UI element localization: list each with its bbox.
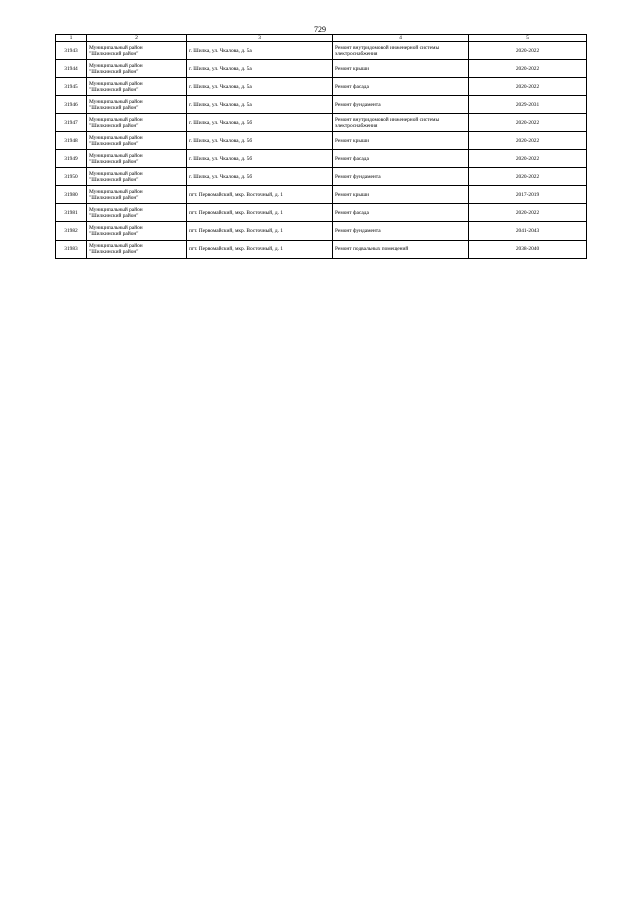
overhaul-registry-table: [55, 34, 587, 259]
period-cell: 2038-2040: [469, 240, 587, 258]
period-cell: 2020-2022: [469, 132, 587, 150]
district-cell: Муниципальный район "Шилкинский район": [87, 78, 187, 96]
period-cell: 2020-2022: [469, 60, 587, 78]
row-number-cell: 31947: [56, 114, 87, 132]
work-type-cell: Ремонт внутридомовой инженерной системы электроснабжения: [333, 114, 469, 132]
column-header: 5: [469, 35, 587, 42]
table-row: [56, 168, 587, 186]
district-cell: Муниципальный район "Шилкинский район": [87, 114, 187, 132]
table-row: [56, 240, 587, 258]
period-cell: 2020-2022: [469, 150, 587, 168]
work-type-cell: Ремонт фасада: [333, 78, 469, 96]
table-row: [56, 222, 587, 240]
row-number-cell: 31946: [56, 96, 87, 114]
address-cell: пгт. Первомайский, мкр. Восточный, д. 1: [187, 186, 333, 204]
address-cell: пгт. Первомайский, мкр. Восточный, д. 1: [187, 240, 333, 258]
period-cell: 2041-2043: [469, 222, 587, 240]
district-cell: Муниципальный район "Шилкинский район": [87, 222, 187, 240]
address-cell: пгт. Первомайский, мкр. Восточный, д. 1: [187, 222, 333, 240]
period-cell: 2029-2031: [469, 96, 587, 114]
table-row: [56, 60, 587, 78]
work-type-cell: Ремонт фасада: [333, 204, 469, 222]
work-type-cell: Ремонт фундамента: [333, 96, 469, 114]
column-header: 4: [333, 35, 469, 42]
table-row: [56, 42, 587, 60]
column-header: 1: [56, 35, 87, 42]
address-cell: г. Шилка, ул. Чкалова, д. 5а: [187, 42, 333, 60]
period-cell: 2020-2022: [469, 168, 587, 186]
district-cell: Муниципальный район "Шилкинский район": [87, 96, 187, 114]
district-cell: Муниципальный район "Шилкинский район": [87, 240, 187, 258]
period-cell: 2020-2022: [469, 114, 587, 132]
district-cell: Муниципальный район "Шилкинский район": [87, 60, 187, 78]
period-cell: 2020-2022: [469, 78, 587, 96]
work-type-cell: Ремонт крыши: [333, 132, 469, 150]
table-row: [56, 96, 587, 114]
district-cell: Муниципальный район "Шилкинский район": [87, 186, 187, 204]
address-cell: г. Шилка, ул. Чкалова, д. 5а: [187, 78, 333, 96]
table-header-row: [56, 35, 587, 42]
work-type-cell: Ремонт подвальных помещений: [333, 240, 469, 258]
table-row: [56, 204, 587, 222]
period-cell: 2017-2019: [469, 186, 587, 204]
table-row: [56, 186, 587, 204]
row-number-cell: 31982: [56, 222, 87, 240]
address-cell: г. Шилка, ул. Чкалова, д. 5б: [187, 114, 333, 132]
work-type-cell: Ремонт фасада: [333, 150, 469, 168]
table-body: [56, 42, 587, 259]
table-row: [56, 132, 587, 150]
address-cell: г. Шилка, ул. Чкалова, д. 5а: [187, 60, 333, 78]
row-number-cell: 31983: [56, 240, 87, 258]
table-row: [56, 78, 587, 96]
district-cell: Муниципальный район "Шилкинский район": [87, 42, 187, 60]
row-number-cell: 31948: [56, 132, 87, 150]
work-type-cell: Ремонт фундамента: [333, 222, 469, 240]
district-cell: Муниципальный район "Шилкинский район": [87, 204, 187, 222]
row-number-cell: 31981: [56, 204, 87, 222]
address-cell: пгт. Первомайский, мкр. Восточный, д. 1: [187, 204, 333, 222]
district-cell: Муниципальный район "Шилкинский район": [87, 132, 187, 150]
column-header: 2: [87, 35, 187, 42]
row-number-cell: 31949: [56, 150, 87, 168]
address-cell: г. Шилка, ул. Чкалова, д. 5б: [187, 168, 333, 186]
period-cell: 2020-2022: [469, 42, 587, 60]
work-type-cell: Ремонт крыши: [333, 60, 469, 78]
row-number-cell: 31950: [56, 168, 87, 186]
table-row: [56, 114, 587, 132]
row-number-cell: 31945: [56, 78, 87, 96]
work-type-cell: Ремонт фундамента: [333, 168, 469, 186]
address-cell: г. Шилка, ул. Чкалова, д. 5б: [187, 132, 333, 150]
period-cell: 2020-2022: [469, 204, 587, 222]
row-number-cell: 31980: [56, 186, 87, 204]
column-header: 3: [187, 35, 333, 42]
address-cell: г. Шилка, ул. Чкалова, д. 5а: [187, 96, 333, 114]
row-number-cell: 31944: [56, 60, 87, 78]
address-cell: г. Шилка, ул. Чкалова, д. 5б: [187, 150, 333, 168]
table-row: [56, 150, 587, 168]
district-cell: Муниципальный район "Шилкинский район": [87, 168, 187, 186]
row-number-cell: 31943: [56, 42, 87, 60]
page-number: 729: [314, 25, 326, 34]
district-cell: Муниципальный район "Шилкинский район": [87, 150, 187, 168]
work-type-cell: Ремонт крыши: [333, 186, 469, 204]
work-type-cell: Ремонт внутридомовой инженерной системы электроснабжения: [333, 42, 469, 60]
